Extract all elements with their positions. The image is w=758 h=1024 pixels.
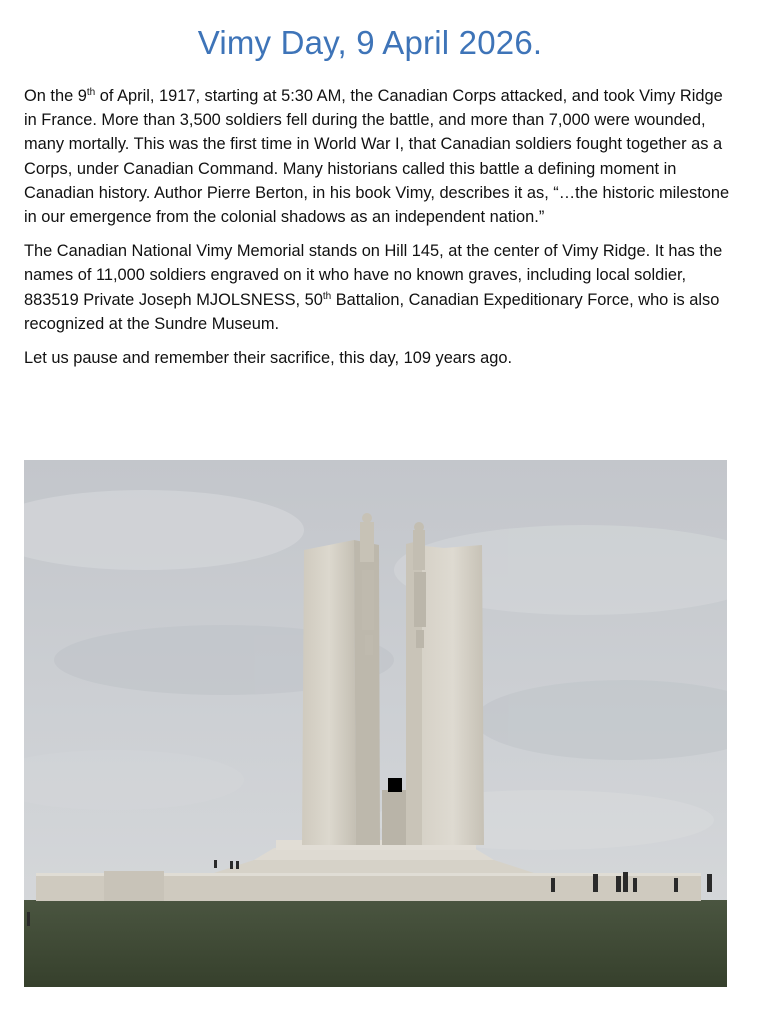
paragraph-remembrance: Let us pause and remember their sacrifice, this day, 109 years ago.: [24, 349, 513, 368]
right-pylon: [406, 522, 484, 845]
paragraph-battle: [24, 84, 734, 229]
vimy-memorial-photo: [24, 460, 727, 987]
paragraph-battle-rest: of April, 1917, starting at 5:30 AM, the Canadian Corps attacked, and took Vimy Ridge in France. More than 3,500 soldiers fell during the battle, and more than 7,000 were wounded, many mortally. This was the first time in World War I, that Canadian soldiers fought together as a Corps, under Canadian Command. Many historians called this battle a defining moment in Canadian history. Author Pierre Berton, in his book Vimy, describes it as, “…the historic milestone in our emergence from the colonial shadows as an independent nation.”: [24, 87, 730, 227]
left-pylon: [302, 513, 380, 845]
ordinal-suffix: th: [322, 290, 332, 302]
memorial-illustration: [24, 460, 727, 987]
paragraph-memorial-start: The Canadian National Vimy Memorial stands on Hill 145, at the center of Vimy Ridge. It has the names of 11,000 soldiers engraved on it who have no known graves, including local soldier, 883519 Private Joseph MJOLSNESS, 50: [24, 242, 723, 309]
paragraph-battle-start: On the 9: [24, 87, 87, 105]
grass-lawn: [24, 900, 727, 987]
page-title: Vimy Day, 9 April 2026.: [197, 24, 543, 61]
paragraph-memorial-rest: Battalion, Canadian Expeditionary Force, who is also recognized at the Sundre Museum.: [24, 290, 720, 333]
paragraph-memorial: [24, 239, 734, 336]
article-body: [24, 84, 734, 380]
ordinal-suffix: th: [86, 87, 96, 98]
